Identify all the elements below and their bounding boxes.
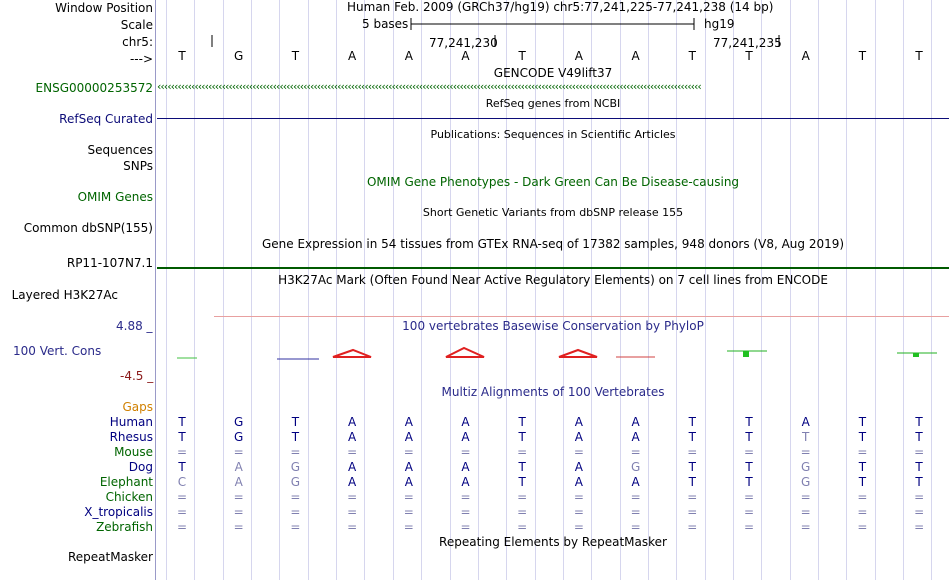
alignment-base: = xyxy=(176,505,188,519)
gtex-gene-label[interactable]: RP11-107N7.1 xyxy=(66,256,153,270)
alignment-base: = xyxy=(403,490,414,504)
alignment-base: T xyxy=(688,415,696,429)
base-letter: A xyxy=(574,49,583,63)
alignment-base: T xyxy=(858,430,867,444)
base-letter: T xyxy=(745,49,753,63)
alignment-base: T xyxy=(178,415,186,429)
alignment-base: T xyxy=(518,430,526,444)
alignment-base: = xyxy=(460,445,471,459)
alignment-base: = xyxy=(914,520,925,534)
alignment-base: = xyxy=(914,490,925,504)
alignment-base: A xyxy=(347,415,357,429)
gencode-track-title[interactable]: GENCODE V49lift37 xyxy=(493,66,613,80)
scale-bar xyxy=(410,17,700,31)
alignment-base: = xyxy=(517,520,528,534)
alignment-base: A xyxy=(574,475,583,489)
alignment-base: T xyxy=(291,415,300,429)
alignment-base: T xyxy=(745,475,753,489)
alignment-base: = xyxy=(233,520,244,534)
alignment-base: A xyxy=(461,415,470,429)
refseq-track-title[interactable]: RefSeq genes from NCBI xyxy=(485,97,621,110)
base-letter: A xyxy=(631,49,640,63)
alignment-base: T xyxy=(688,460,696,474)
omim-label[interactable]: OMIM Genes xyxy=(77,190,153,204)
alignment-base: T xyxy=(745,430,753,444)
alignment-base: = xyxy=(176,520,188,534)
alignment-base: = xyxy=(403,520,414,534)
scale-value: 5 bases xyxy=(362,17,409,31)
alignment-base: T xyxy=(915,475,923,489)
alignment-base: A xyxy=(631,415,640,429)
base-letter: T xyxy=(291,49,300,63)
alignment-base: = xyxy=(800,505,811,519)
refseq-gene-feature[interactable] xyxy=(157,118,949,119)
scale-assembly: hg19 xyxy=(704,17,735,31)
alignment-base: = xyxy=(630,445,641,459)
alignment-base: A xyxy=(404,430,413,444)
alignment-base: = xyxy=(743,520,755,534)
cons-axis-bottom: -4.5 _ xyxy=(120,369,154,383)
alignment-base: = xyxy=(743,505,755,519)
alignment-base: T xyxy=(745,460,753,474)
chrom-label: chr5: xyxy=(122,35,153,49)
alignment-base: G xyxy=(801,475,811,489)
gtex-track-title[interactable]: Gene Expression in 54 tissues from GTEx RNA-seq of 17382 samples, 948 donors (V8, Aug 2019) xyxy=(261,237,845,251)
coord-label-1: 77,241,230 xyxy=(429,36,498,50)
alignment-base: T xyxy=(178,430,186,444)
alignment-base: = xyxy=(403,445,414,459)
cons-axis-top: 4.88 _ xyxy=(116,319,153,333)
alignment-base: T xyxy=(745,415,753,429)
multiz-track-title[interactable]: Multiz Alignments of 100 Vertebrates xyxy=(441,385,665,399)
alignment-base: T xyxy=(858,460,867,474)
base-letter: T xyxy=(518,49,526,63)
alignment-base: A xyxy=(801,415,810,429)
alignment-base: = xyxy=(573,520,584,534)
alignment-base: A xyxy=(347,430,357,444)
alignment-base: = xyxy=(630,520,641,534)
alignment-base: = xyxy=(687,445,698,459)
alignment-base: = xyxy=(517,445,528,459)
alignment-base: A xyxy=(404,415,413,429)
alignment-base: G xyxy=(801,460,811,474)
alignment-base: = xyxy=(800,520,811,534)
h3k27ac-label[interactable]: Layered H3K27Ac xyxy=(11,288,118,302)
alignment-base: = xyxy=(517,505,528,519)
alignment-base: = xyxy=(517,490,528,504)
alignment-base: = xyxy=(857,520,868,534)
base-letter: T xyxy=(858,49,867,63)
base-letter: T xyxy=(915,49,923,63)
gencode-gene-feature[interactable]: ‹‹‹‹‹‹‹‹‹‹‹‹‹‹‹‹‹‹‹‹‹‹‹‹‹‹‹‹‹‹‹‹‹‹‹‹‹‹‹‹‹‹‹‹‹‹‹‹‹‹‹‹‹‹‹‹‹‹‹‹‹‹‹‹‹‹‹‹‹‹‹‹‹‹‹‹‹‹‹‹‹‹‹‹‹‹‹‹‹‹‹‹‹‹‹‹‹‹‹‹‹‹‹‹‹‹‹‹‹‹‹‹‹‹‹‹‹‹‹‹‹‹‹‹‹‹‹‹‹‹‹‹‹‹‹‹‹‹‹‹‹‹‹‹‹‹‹‹‹‹‹‹‹‹‹‹‹‹‹‹ xyxy=(157,80,701,93)
dbsnp-track-title[interactable]: Short Genetic Variants from dbSNP release 155 xyxy=(422,206,684,219)
alignment-base: T xyxy=(518,415,526,429)
alignment-base: = xyxy=(687,520,698,534)
base-letter: A xyxy=(347,49,357,63)
alignment-base: = xyxy=(347,505,358,519)
alignment-base: = xyxy=(347,490,358,504)
alignment-base: = xyxy=(347,520,358,534)
base-letter: A xyxy=(801,49,810,63)
alignment-base: T xyxy=(858,415,867,429)
h3k27ac-track-title[interactable]: H3K27Ac Mark (Often Found Near Active Regulatory Elements) on 7 cell lines from ENCODE xyxy=(278,273,828,287)
alignment-base: A xyxy=(234,460,243,474)
alignment-base: A xyxy=(461,430,470,444)
species-label-human: Human xyxy=(109,415,153,429)
alignment-base: T xyxy=(518,460,526,474)
alignment-base: = xyxy=(743,445,755,459)
species-label-x-tropicalis: X_tropicalis xyxy=(84,505,153,519)
alignment-base: = xyxy=(630,505,641,519)
repeatmasker-label[interactable]: RepeatMasker xyxy=(67,550,153,564)
alignment-base: A xyxy=(574,460,583,474)
alignment-base: = xyxy=(914,445,925,459)
alignment-base: = xyxy=(800,445,811,459)
publications-track-title[interactable]: Publications: Sequences in Scientific Articles xyxy=(430,128,676,141)
coord-label-2: 77,241,235 xyxy=(713,36,782,50)
cons-label[interactable]: 100 Vert. Cons xyxy=(13,344,102,358)
alignment-base: T xyxy=(291,430,300,444)
gtex-gene-feature[interactable] xyxy=(157,267,949,269)
species-label-elephant: Elephant xyxy=(99,475,153,489)
alignment-base: T xyxy=(915,415,923,429)
alignment-base: = xyxy=(857,490,868,504)
alignment-base: = xyxy=(573,490,584,504)
alignment-base: T xyxy=(915,430,923,444)
alignment-base: A xyxy=(631,475,640,489)
scale-label: Scale xyxy=(120,18,153,32)
alignment-base: = xyxy=(290,445,301,459)
alignment-base: A xyxy=(404,460,413,474)
alignment-base: A xyxy=(574,415,583,429)
alignment-base: T xyxy=(518,475,526,489)
alignment-base: G xyxy=(290,460,301,474)
base-letter: T xyxy=(688,49,696,63)
alignment-base: = xyxy=(233,505,244,519)
base-letter: T xyxy=(178,49,186,63)
alignment-base: C xyxy=(177,475,187,489)
cons-signal xyxy=(157,340,949,370)
species-label-dog: Dog xyxy=(128,460,153,474)
alignment-base: A xyxy=(234,475,243,489)
alignment-base: = xyxy=(233,445,244,459)
alignment-base: = xyxy=(290,505,301,519)
alignment-base: A xyxy=(461,475,470,489)
omim-track-title[interactable]: OMIM Gene Phenotypes - Dark Green Can Be Disease-causing xyxy=(366,175,740,189)
strand-label: ---> xyxy=(129,52,153,66)
alignment-base: = xyxy=(176,445,188,459)
alignment-base: T xyxy=(688,430,696,444)
alignment-base: T xyxy=(915,460,923,474)
repeatmasker-track-title[interactable]: Repeating Elements by RepeatMasker xyxy=(439,535,667,549)
alignment-base: T xyxy=(178,460,186,474)
window-position-value: Human Feb. 2009 (GRCh37/hg19) chr5:77,241,225-77,241,238 (14 bp) xyxy=(347,0,774,14)
alignment-base: = xyxy=(403,505,414,519)
alignment-base: = xyxy=(914,505,925,519)
alignment-base: T xyxy=(688,475,696,489)
alignment-base: = xyxy=(347,445,358,459)
sequences-label[interactable]: Sequences xyxy=(87,143,153,157)
base-letter: A xyxy=(461,49,470,63)
alignment-base: = xyxy=(687,490,698,504)
alignment-base: = xyxy=(857,445,868,459)
cons-track-title[interactable]: 100 vertebrates Basewise Conservation by PhyloP xyxy=(402,319,704,333)
alignment-base: A xyxy=(404,475,413,489)
species-label-chicken: Chicken xyxy=(105,490,153,504)
alignment-base: = xyxy=(460,520,471,534)
snps-label[interactable]: SNPs xyxy=(123,159,153,173)
alignment-base: G xyxy=(234,430,244,444)
alignment-base: = xyxy=(857,505,868,519)
alignment-base: A xyxy=(347,475,357,489)
base-letter: G xyxy=(234,49,244,63)
alignment-base: A xyxy=(631,430,640,444)
alignment-base: = xyxy=(460,505,471,519)
alignment-base: = xyxy=(743,490,755,504)
refseq-label[interactable]: RefSeq Curated xyxy=(59,112,153,126)
alignment-base: = xyxy=(460,490,471,504)
species-label-rhesus: Rhesus xyxy=(109,430,153,444)
species-label-zebrafish: Zebrafish xyxy=(96,520,153,534)
gencode-gene-label[interactable]: ENSG00000253572 xyxy=(35,81,153,95)
alignment-base: = xyxy=(290,520,301,534)
alignment-base: = xyxy=(687,505,698,519)
alignment-base: T xyxy=(802,430,810,444)
alignment-base: = xyxy=(630,490,641,504)
dbsnp-label[interactable]: Common dbSNP(155) xyxy=(23,221,153,235)
alignment-base: G xyxy=(234,415,244,429)
alignment-base: A xyxy=(461,460,470,474)
alignment-base: = xyxy=(800,490,811,504)
alignment-base: = xyxy=(573,505,584,519)
h3k27ac-signal xyxy=(214,316,949,317)
alignment-base: = xyxy=(290,490,301,504)
alignment-base: A xyxy=(574,430,583,444)
alignment-base: = xyxy=(176,490,188,504)
alignment-base: = xyxy=(233,490,244,504)
alignment-base: A xyxy=(347,460,357,474)
window-position-label: Window Position xyxy=(55,1,153,15)
alignment-base: G xyxy=(630,460,641,474)
base-letter: A xyxy=(404,49,413,63)
alignment-base: = xyxy=(573,445,584,459)
alignment-base: G xyxy=(290,475,301,489)
species-label-mouse: Mouse xyxy=(114,445,153,459)
gaps-label[interactable]: Gaps xyxy=(122,400,153,414)
alignment-base: T xyxy=(858,475,867,489)
